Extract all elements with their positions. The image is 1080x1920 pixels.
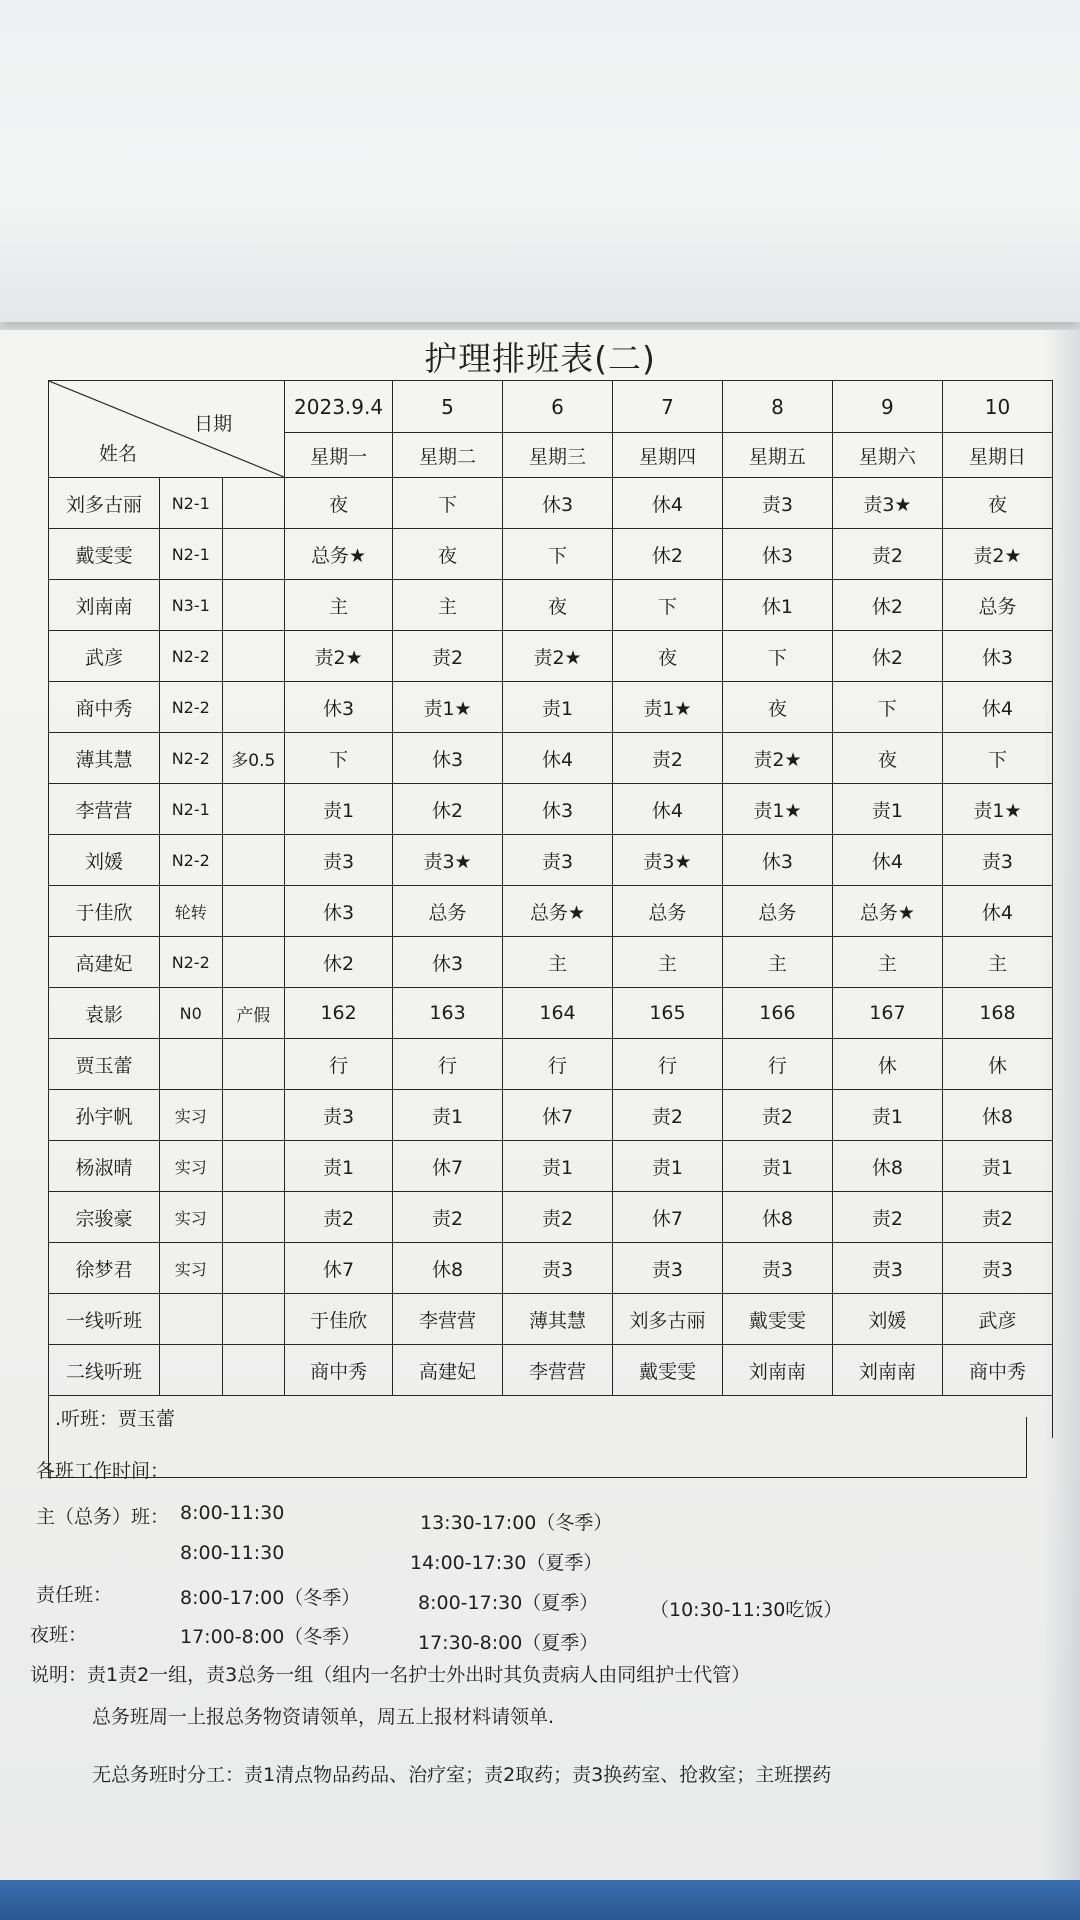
shift-cell: 休 xyxy=(942,1039,1052,1090)
shift-cell: 责2★ xyxy=(942,529,1052,580)
staff-note-cell xyxy=(222,1090,285,1141)
staff-grade-cell: N2-1 xyxy=(159,784,222,835)
shift-cell: 下 xyxy=(722,631,832,682)
weekday-cell: 星期五 xyxy=(722,433,832,478)
schedule-row xyxy=(49,937,1053,988)
shift-cell: 责2★ xyxy=(722,733,832,784)
date-cell: 6 xyxy=(503,381,613,433)
shift-cell: 总务★ xyxy=(285,529,393,580)
shift-cell: 主 xyxy=(832,937,942,988)
shift-cell: 行 xyxy=(393,1039,503,1090)
listen-footer-box xyxy=(48,1417,1027,1478)
schedule-row xyxy=(49,682,1053,733)
date-cell: 2023.9.4 xyxy=(285,381,393,433)
shift-cell: 休3 xyxy=(393,937,503,988)
weekday-cell: 星期二 xyxy=(393,433,503,478)
shift-cell: 167 xyxy=(832,988,942,1039)
shift-cell: 主 xyxy=(285,580,393,631)
shift-cell: 总务 xyxy=(942,580,1052,631)
staff-grade-cell xyxy=(159,1039,222,1090)
schedule-row xyxy=(49,1039,1053,1090)
date-cell: 5 xyxy=(393,381,503,433)
staff-name-cell: 袁影 xyxy=(49,988,160,1039)
shift-cell: 总务 xyxy=(722,886,832,937)
shift-cell: 行 xyxy=(612,1039,722,1090)
shift-cell: 休1 xyxy=(722,580,832,631)
shift-cell: 休4 xyxy=(942,682,1052,733)
shift-cell: 休7 xyxy=(503,1090,613,1141)
shift-cell: 责1 xyxy=(285,784,393,835)
staff-grade-cell xyxy=(159,1294,222,1345)
date-cell: 9 xyxy=(832,381,942,433)
staff-grade-cell: N2-2 xyxy=(159,733,222,784)
staff-name-cell: 于佳欣 xyxy=(49,886,160,937)
schedule-row xyxy=(49,1192,1053,1243)
explanation-line-2: 总务班周一上报总务物资请领单，周五上报材料请领单. xyxy=(92,1706,555,1728)
shift-cell: 刘南南 xyxy=(722,1345,832,1396)
night-shift-label: 夜班： xyxy=(30,1624,88,1646)
main-shift-label: 主（总务）班： xyxy=(36,1506,170,1528)
staff-name-cell: 杨淑晴 xyxy=(49,1141,160,1192)
shift-cell: 主 xyxy=(393,580,503,631)
staff-name-cell: 商中秀 xyxy=(49,682,160,733)
shift-cell: 责2 xyxy=(612,733,722,784)
shift-cell: 夜 xyxy=(722,682,832,733)
explanation-line-1: 说明：责1责2一组，责3总务一组（组内一名护士外出时其负责病人由同组护士代管） xyxy=(30,1664,751,1686)
listen-note: .听班：贾玉蕾 xyxy=(49,1396,1053,1439)
explanation-line-3: 无总务班时分工：责1清点物品药品、治疗室；责2取药；责3换药室、抢救室；主班摆药 xyxy=(92,1764,832,1786)
shift-cell: 166 xyxy=(722,988,832,1039)
document-title: 护理排班表(二) xyxy=(424,339,656,378)
main-shift-pm-winter: 13:30-17:00（冬季） xyxy=(420,1512,613,1534)
shift-cell: 责1 xyxy=(503,1141,613,1192)
staff-name-cell: 武彦 xyxy=(49,631,160,682)
staff-grade-cell: N2-2 xyxy=(159,937,222,988)
shift-cell: 休2 xyxy=(285,937,393,988)
duty-shift-summer: 8:00-17:30（夏季） xyxy=(418,1592,599,1614)
shift-cell: 责1 xyxy=(503,682,613,733)
staff-grade-cell: N2-2 xyxy=(159,682,222,733)
staff-note-cell: 多0.5 xyxy=(222,733,285,784)
staff-name-cell: 徐梦君 xyxy=(49,1243,160,1294)
notes-heading: 各班工作时间： xyxy=(36,1460,170,1482)
shift-cell: 下 xyxy=(612,580,722,631)
shift-cell: 薄其慧 xyxy=(503,1294,613,1345)
shift-cell: 休8 xyxy=(942,1090,1052,1141)
shift-cell: 责3 xyxy=(285,1090,393,1141)
shift-cell: 责3 xyxy=(942,835,1052,886)
schedule-row xyxy=(49,886,1053,937)
shift-cell: 刘多古丽 xyxy=(612,1294,722,1345)
staff-note-cell xyxy=(222,1294,285,1345)
shift-cell: 163 xyxy=(393,988,503,1039)
shift-cell: 休2 xyxy=(832,631,942,682)
duty-shift-winter: 8:00-17:00（冬季） xyxy=(180,1587,361,1609)
staff-note-cell xyxy=(222,784,285,835)
weekday-cell: 星期四 xyxy=(612,433,722,478)
night-shift-winter: 17:00-8:00（冬季） xyxy=(180,1626,361,1648)
duty-shift-lunch: （10:30-11:30吃饭） xyxy=(650,1599,843,1621)
shift-cell: 李营营 xyxy=(393,1294,503,1345)
shift-cell: 责1★ xyxy=(722,784,832,835)
shift-cell: 责2 xyxy=(832,1192,942,1243)
staff-grade-cell: N3-1 xyxy=(159,580,222,631)
staff-grade-cell xyxy=(159,1345,222,1396)
main-shift-pm-summer: 14:00-17:30（夏季） xyxy=(410,1552,603,1574)
staff-note-cell xyxy=(222,580,285,631)
shift-cell: 责2 xyxy=(503,1192,613,1243)
shift-cell: 戴雯雯 xyxy=(612,1345,722,1396)
shift-cell: 责3 xyxy=(285,835,393,886)
staff-grade-cell: 实习 xyxy=(159,1090,222,1141)
night-shift-summer: 17:30-8:00（夏季） xyxy=(418,1632,599,1654)
staff-note-cell xyxy=(222,835,285,886)
shift-cell: 责2★ xyxy=(503,631,613,682)
staff-name-cell: 宗骏豪 xyxy=(49,1192,160,1243)
schedule-row xyxy=(49,529,1053,580)
shift-cell: 休3 xyxy=(722,529,832,580)
shift-cell: 高建妃 xyxy=(393,1345,503,1396)
name-header-label: 姓名 xyxy=(99,443,138,465)
staff-grade-cell: N2-2 xyxy=(159,835,222,886)
schedule-row xyxy=(49,1345,1053,1396)
schedule-row xyxy=(49,988,1053,1039)
shift-cell: 刘南南 xyxy=(832,1345,942,1396)
schedule-row xyxy=(49,478,1053,529)
shift-cell: 刘媛 xyxy=(832,1294,942,1345)
staff-note-cell xyxy=(222,478,285,529)
shift-cell: 165 xyxy=(612,988,722,1039)
shift-cell: 责2 xyxy=(722,1090,832,1141)
weekday-cell: 星期三 xyxy=(503,433,613,478)
staff-grade-cell: 实习 xyxy=(159,1141,222,1192)
shift-cell: 休 xyxy=(832,1039,942,1090)
staff-name-cell: 李营营 xyxy=(49,784,160,835)
shift-cell: 商中秀 xyxy=(285,1345,393,1396)
staff-note-cell xyxy=(222,631,285,682)
shift-cell: 主 xyxy=(612,937,722,988)
schedule-row xyxy=(49,1294,1053,1345)
main-shift-am: 8:00-11:30 xyxy=(180,1502,285,1524)
staff-note-cell xyxy=(222,529,285,580)
shift-cell: 休3 xyxy=(393,733,503,784)
weekday-cell: 星期六 xyxy=(832,433,942,478)
schedule-row xyxy=(49,1243,1053,1294)
nursing-schedule-table xyxy=(48,380,1053,1438)
shift-cell: 夜 xyxy=(832,733,942,784)
shift-cell: 下 xyxy=(393,478,503,529)
header-corner-cell xyxy=(49,381,285,478)
staff-grade-cell: 实习 xyxy=(159,1192,222,1243)
shift-cell: 休7 xyxy=(612,1192,722,1243)
shift-cell: 休4 xyxy=(612,784,722,835)
shift-cell: 责3★ xyxy=(832,478,942,529)
shift-cell: 夜 xyxy=(612,631,722,682)
staff-note-cell xyxy=(222,1141,285,1192)
shift-cell: 责1 xyxy=(612,1141,722,1192)
shift-cell: 行 xyxy=(503,1039,613,1090)
staff-name-cell: 戴雯雯 xyxy=(49,529,160,580)
staff-note-cell xyxy=(222,886,285,937)
shift-cell: 休2 xyxy=(832,580,942,631)
shift-cell: 责3 xyxy=(832,1243,942,1294)
staff-name-cell: 二线听班 xyxy=(49,1345,160,1396)
shift-cell: 休3 xyxy=(285,682,393,733)
shift-cell: 责2 xyxy=(942,1192,1052,1243)
shift-cell: 休8 xyxy=(832,1141,942,1192)
staff-note-cell xyxy=(222,1039,285,1090)
schedule-row xyxy=(49,631,1053,682)
shift-cell: 行 xyxy=(722,1039,832,1090)
shift-cell: 行 xyxy=(285,1039,393,1090)
shift-cell: 责2★ xyxy=(285,631,393,682)
staff-grade-cell: 轮转 xyxy=(159,886,222,937)
shift-cell: 下 xyxy=(503,529,613,580)
shift-cell: 责1 xyxy=(393,1090,503,1141)
shift-cell: 下 xyxy=(942,733,1052,784)
schedule-row xyxy=(49,1141,1053,1192)
shift-cell: 总务 xyxy=(612,886,722,937)
date-header-label: 日期 xyxy=(194,413,233,435)
shift-cell: 责2 xyxy=(832,529,942,580)
shift-cell: 下 xyxy=(832,682,942,733)
staff-name-cell: 一线听班 xyxy=(49,1294,160,1345)
schedule-row xyxy=(49,1090,1053,1141)
staff-name-cell: 高建妃 xyxy=(49,937,160,988)
shift-cell: 夜 xyxy=(285,478,393,529)
shift-cell: 夜 xyxy=(503,580,613,631)
weekday-cell: 星期一 xyxy=(285,433,393,478)
shift-cell: 责3 xyxy=(612,1243,722,1294)
shift-cell: 总务★ xyxy=(503,886,613,937)
shift-cell: 休3 xyxy=(503,784,613,835)
shift-cell: 责2 xyxy=(285,1192,393,1243)
shift-cell: 总务★ xyxy=(832,886,942,937)
schedule-row xyxy=(49,580,1053,631)
staff-name-cell: 孙宇帆 xyxy=(49,1090,160,1141)
schedule-row xyxy=(49,733,1053,784)
staff-note-cell xyxy=(222,1345,285,1396)
shift-cell: 武彦 xyxy=(942,1294,1052,1345)
shift-cell: 休7 xyxy=(285,1243,393,1294)
shift-cell: 责2 xyxy=(393,631,503,682)
shift-cell: 主 xyxy=(942,937,1052,988)
staff-note-cell xyxy=(222,937,285,988)
shift-cell: 李营营 xyxy=(503,1345,613,1396)
desk-surface xyxy=(0,1880,1080,1920)
shift-cell: 责1 xyxy=(832,1090,942,1141)
shift-cell: 休4 xyxy=(612,478,722,529)
shift-cell: 主 xyxy=(503,937,613,988)
shift-cell: 责1 xyxy=(285,1141,393,1192)
date-cell: 7 xyxy=(612,381,722,433)
shift-cell: 下 xyxy=(285,733,393,784)
staff-name-cell: 薄其慧 xyxy=(49,733,160,784)
shift-cell: 休7 xyxy=(393,1141,503,1192)
staff-grade-cell: N0 xyxy=(159,988,222,1039)
shift-cell: 责3 xyxy=(722,1243,832,1294)
shift-cell: 责2 xyxy=(393,1192,503,1243)
shift-cell: 责2 xyxy=(612,1090,722,1141)
shift-cell: 夜 xyxy=(942,478,1052,529)
shift-cell: 休2 xyxy=(393,784,503,835)
staff-grade-cell: N2-2 xyxy=(159,631,222,682)
shift-cell: 休8 xyxy=(393,1243,503,1294)
shift-cell: 总务 xyxy=(393,886,503,937)
staff-note-cell xyxy=(222,1192,285,1243)
staff-name-cell: 刘媛 xyxy=(49,835,160,886)
shift-cell: 责3 xyxy=(722,478,832,529)
shift-cell: 休3 xyxy=(285,886,393,937)
shift-cell: 责3 xyxy=(503,835,613,886)
staff-note-cell xyxy=(222,682,285,733)
shift-cell: 夜 xyxy=(393,529,503,580)
shift-cell: 休2 xyxy=(612,529,722,580)
shift-cell: 休4 xyxy=(942,886,1052,937)
schedule-row xyxy=(49,784,1053,835)
shift-cell: 责1★ xyxy=(942,784,1052,835)
staff-grade-cell: 实习 xyxy=(159,1243,222,1294)
staff-grade-cell: N2-1 xyxy=(159,478,222,529)
date-cell: 10 xyxy=(942,381,1052,433)
shift-cell: 休8 xyxy=(722,1192,832,1243)
shift-cell: 于佳欣 xyxy=(285,1294,393,1345)
shift-cell: 责1 xyxy=(942,1141,1052,1192)
shift-cell: 责1★ xyxy=(612,682,722,733)
shift-cell: 休3 xyxy=(503,478,613,529)
shift-cell: 责3 xyxy=(942,1243,1052,1294)
shift-cell: 168 xyxy=(942,988,1052,1039)
shift-cell: 休4 xyxy=(503,733,613,784)
date-cell: 8 xyxy=(722,381,832,433)
shift-cell: 戴雯雯 xyxy=(722,1294,832,1345)
weekday-cell: 星期日 xyxy=(942,433,1052,478)
schedule-row xyxy=(49,835,1053,886)
shift-cell: 责1★ xyxy=(393,682,503,733)
staff-note-cell xyxy=(222,1243,285,1294)
staff-note-cell: 产假 xyxy=(222,988,285,1039)
staff-name-cell: 刘南南 xyxy=(49,580,160,631)
shift-cell: 商中秀 xyxy=(942,1345,1052,1396)
upper-paper-sheet xyxy=(0,0,1080,322)
shift-cell: 责3 xyxy=(503,1243,613,1294)
shift-cell: 162 xyxy=(285,988,393,1039)
staff-name-cell: 刘多古丽 xyxy=(49,478,160,529)
shift-cell: 休4 xyxy=(832,835,942,886)
shift-cell: 休3 xyxy=(722,835,832,886)
main-shift-am-2: 8:00-11:30 xyxy=(180,1542,285,1564)
shift-cell: 责1 xyxy=(832,784,942,835)
shift-cell: 主 xyxy=(722,937,832,988)
shift-cell: 休3 xyxy=(942,631,1052,682)
diagonal-divider xyxy=(49,381,284,477)
duty-shift-label: 责任班： xyxy=(36,1584,113,1606)
staff-grade-cell: N2-1 xyxy=(159,529,222,580)
shift-cell: 责3★ xyxy=(393,835,503,886)
shift-cell: 责3★ xyxy=(612,835,722,886)
shift-cell: 164 xyxy=(503,988,613,1039)
staff-name-cell: 贾玉蕾 xyxy=(49,1039,160,1090)
shift-cell: 责1 xyxy=(722,1141,832,1192)
